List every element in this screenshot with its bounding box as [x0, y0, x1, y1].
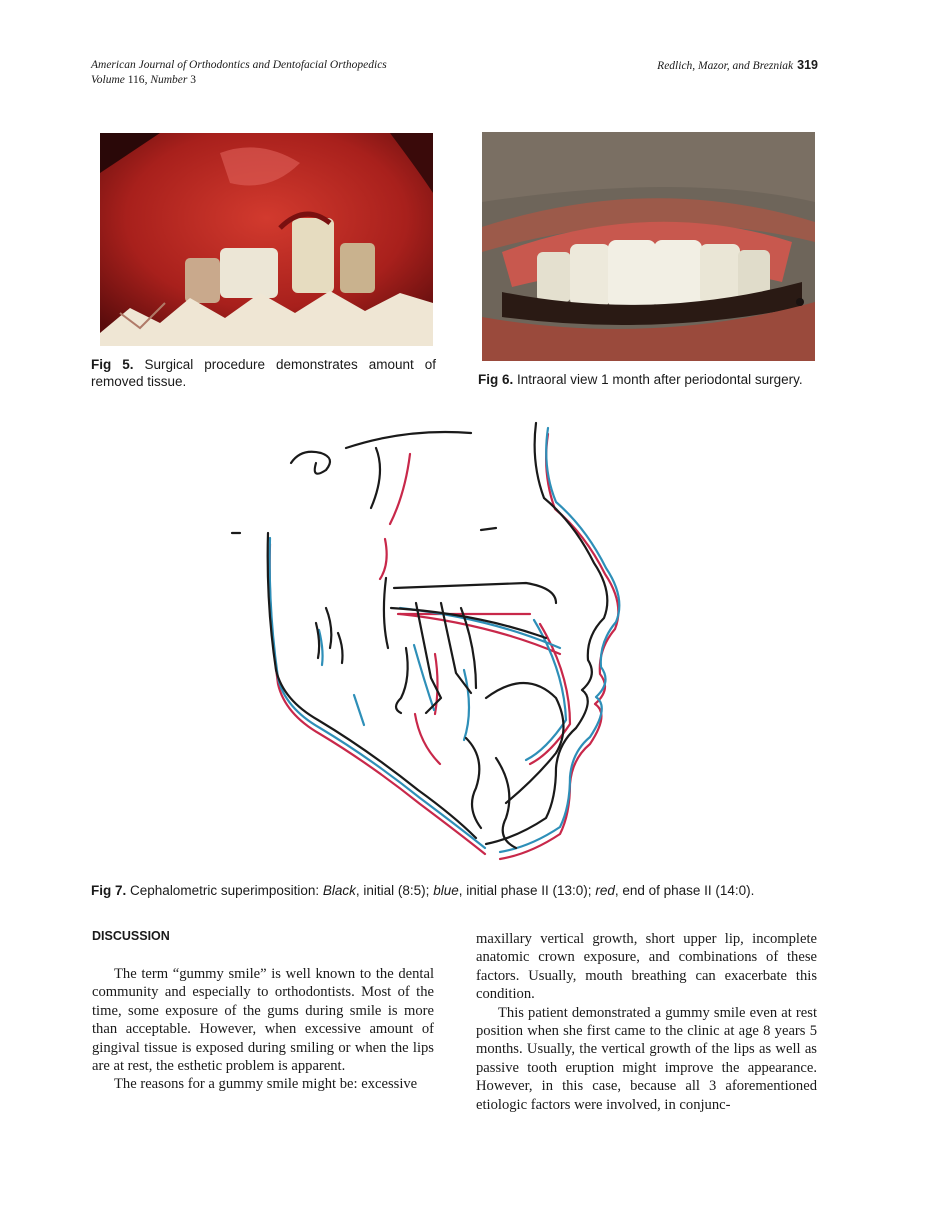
fig5-caption-text: Surgical procedure demonstrates amount of removed tissue. — [91, 357, 436, 389]
fig7-blue-desc: , initial phase II (13:0); — [458, 883, 592, 898]
fig7-black-desc: , initial (8:5); — [355, 883, 430, 898]
fig5-caption — [91, 356, 436, 390]
body-left-column — [92, 965, 434, 1094]
cephalometric-superimposition-drawing — [226, 408, 666, 878]
fig5-label: Fig 5. — [91, 357, 134, 372]
body-paragraph: The reasons for a gummy smile might be: excessive — [114, 1076, 418, 1093]
fig7-caption-intro: Cephalometric superimposition: — [130, 883, 320, 898]
body-paragraph: maxillary vertical growth, short upper lip, incomplete anatomic crown exposure, and combinations of these factors. Usually, mouth breathing can exacerbate this condition. — [476, 931, 817, 1003]
fig6-caption — [478, 371, 823, 388]
journal-title: American Journal of Orthodontics and Dentofacial Orthopedics — [91, 59, 387, 71]
section-heading-discussion: DISCUSSION — [92, 929, 170, 943]
intraoral-photo-illustration — [482, 132, 815, 361]
fig7-label: Fig 7. — [91, 883, 127, 898]
fig6-label: Fig 6. — [478, 372, 514, 387]
fig5-photo — [100, 133, 433, 346]
body-paragraph: The term “gummy smile” is well known to the dental community and especially to orthodontists. Most of the time, some exposure of the gums during smile is more than acceptable. However, when excessive amount of gingival tissue is exposed during smiling or when the lips are at rest, the esthetic problem is apparent. — [92, 966, 434, 1075]
blue-tracing — [270, 428, 620, 852]
body-right-column — [476, 930, 817, 1114]
authors: Redlich, Mazor, and Brezniak — [657, 60, 794, 72]
journal-volume: Volume 116, Number 3 — [91, 74, 196, 86]
fig6-caption-text: Intraoral view 1 month after periodontal surgery. — [517, 372, 803, 387]
surgical-photo-illustration — [100, 133, 433, 346]
fig7-red-desc: , end of phase II (14:0). — [614, 883, 755, 898]
fig7-red-word: red — [595, 883, 615, 898]
fig7-blue-word: blue — [433, 883, 459, 898]
fig7-black-word: Black — [322, 883, 356, 898]
fig7-caption — [91, 882, 851, 899]
body-paragraph: This patient demonstrated a gummy smile even at rest position when she first came to the clinic at age 8 years 5 months. Usually, the vertical growth of the lips as well as passive tooth eruption might improve the appearance. However, in this case, because all 3 aforementioned etiologic factors were involved, in conjunc- — [476, 1004, 817, 1113]
fig7-tracing — [226, 408, 666, 878]
running-header-journal — [91, 58, 387, 88]
page-number: 319 — [797, 58, 818, 72]
running-header-authors — [657, 58, 818, 74]
fig6-photo — [482, 132, 815, 361]
